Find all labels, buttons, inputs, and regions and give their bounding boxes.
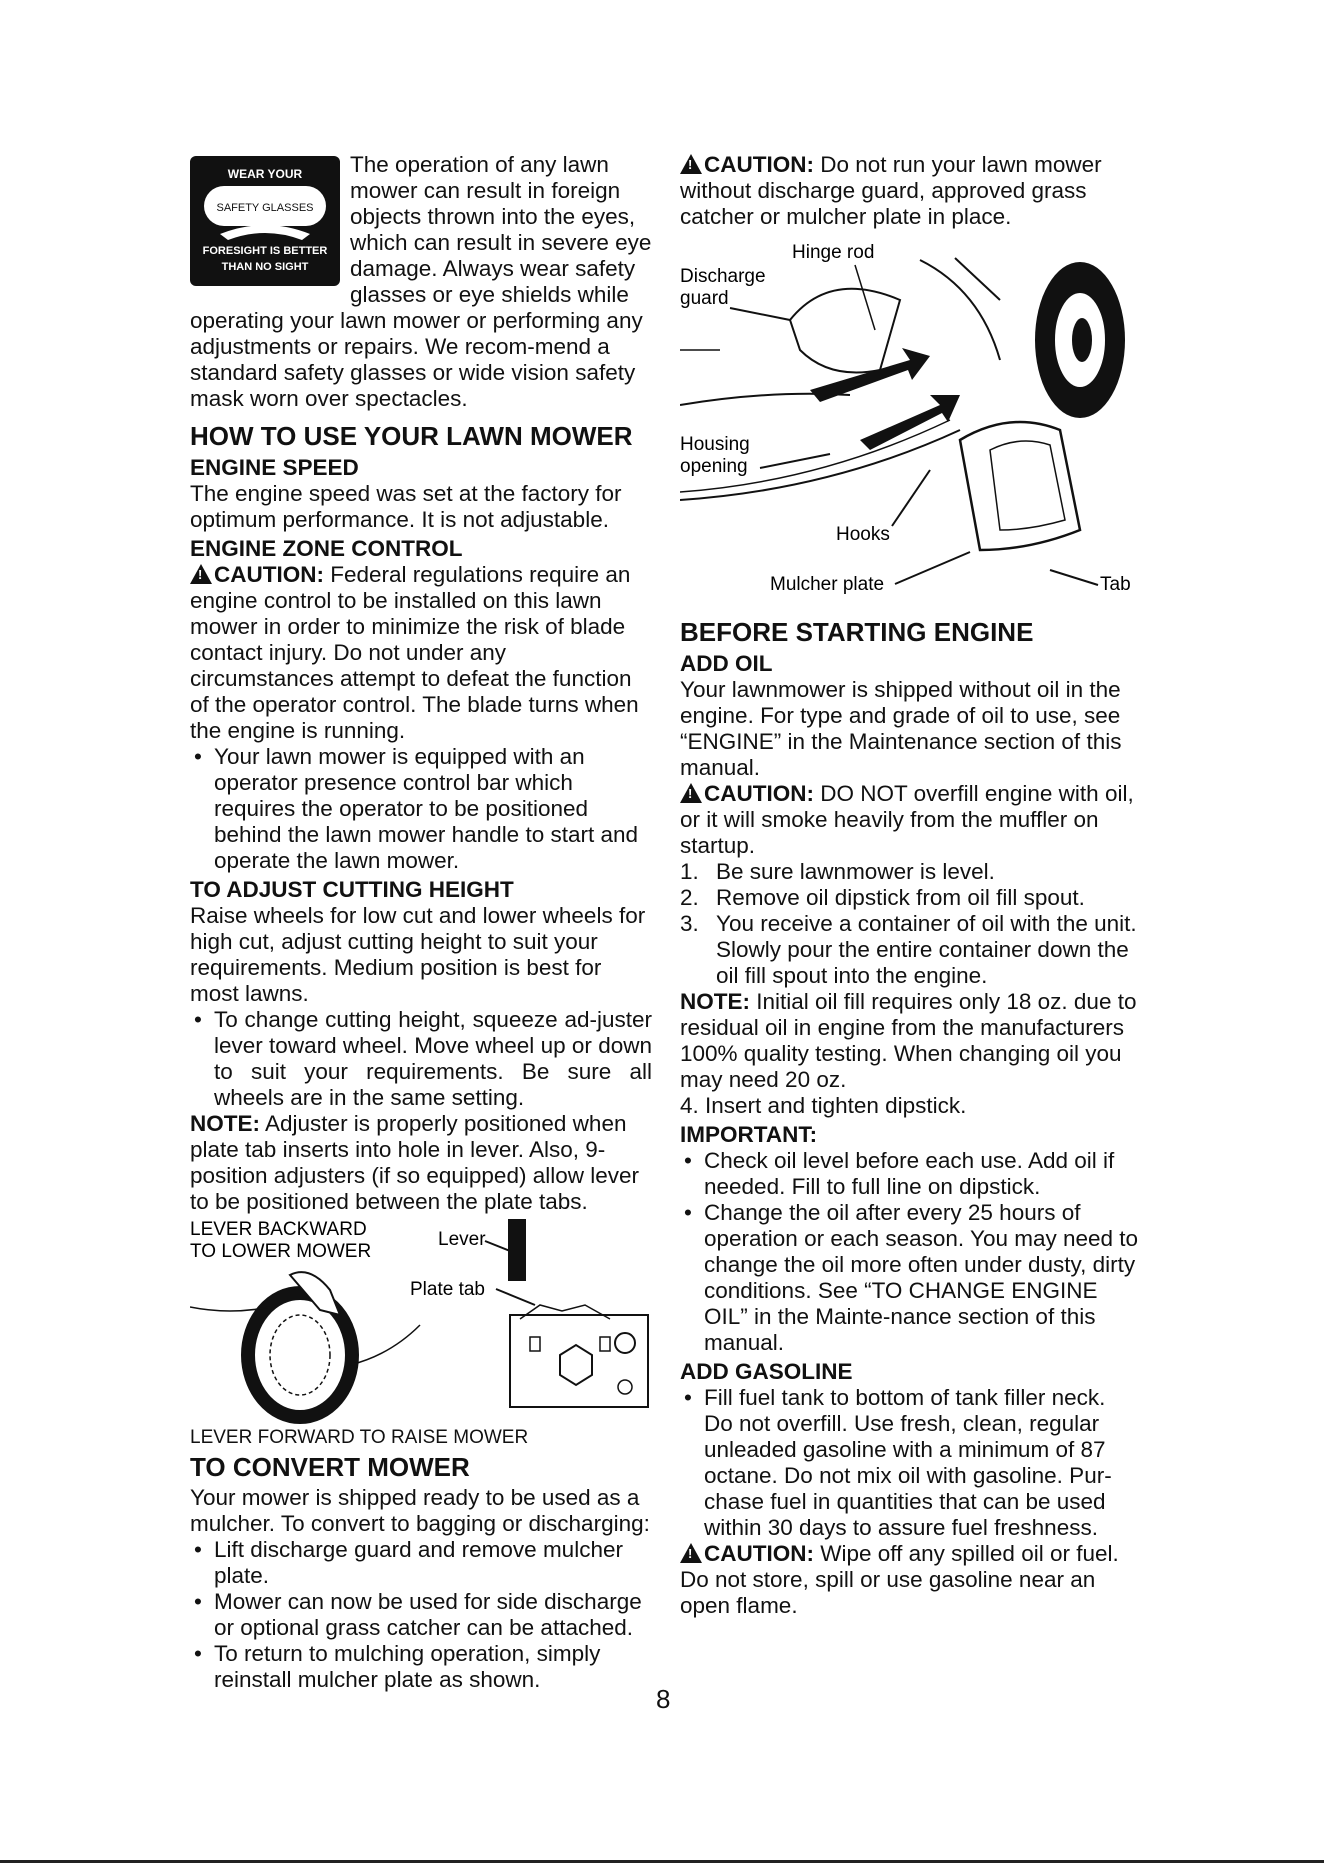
step-text: Insert and tighten dipstick. — [705, 1093, 967, 1118]
convert-bullet: • Lift discharge guard and remove mulcher plate. — [190, 1537, 652, 1589]
engine-zone-heading: ENGINE ZONE CONTROL — [190, 536, 463, 561]
badge-line2: SAFETY GLASSES — [216, 202, 314, 214]
add-oil-heading: ADD OIL — [680, 651, 773, 676]
oil-note — [680, 989, 1140, 1093]
left-column — [190, 152, 652, 1693]
note-label: NOTE: — [190, 1111, 260, 1136]
right-column — [680, 152, 1140, 1619]
gas-caution-label: CAUTION: — [704, 1541, 814, 1566]
bottom-rule — [0, 1860, 1324, 1863]
step-text: Be sure lawnmower is level. — [716, 859, 995, 884]
fig-guard: guard — [680, 288, 729, 309]
engine-speed-text: The engine speed was set at the factory for optimum performance. It is not adjustable. — [190, 481, 622, 532]
fig-hinge-rod: Hinge rod — [792, 242, 875, 263]
engine-speed-heading: ENGINE SPEED — [190, 455, 359, 480]
adjuster-note — [190, 1111, 652, 1215]
cutting-height-bullet: • To change cutting height, squeeze ad-juster lever toward wheel. Move wheel up or down to suit your requirements. Be sure all wheels are in the same setting. — [190, 1007, 652, 1111]
step-text: You receive a container of oil with the unit. Slowly pour the entire container down the oil fill spout into the engine. — [716, 911, 1137, 988]
important-bullet: • Change the oil after every 25 hours of operation or each season. You may need to change the oil more often under dusty, dirty conditions. See “TO CHANGE ENGINE OIL” in the Mainte-nance section of this manual. — [680, 1200, 1140, 1356]
fig-lever-forward: LEVER FORWARD TO RAISE MOWER — [190, 1427, 529, 1448]
fig-mulcher-plate: Mulcher plate — [770, 574, 885, 595]
badge-line1: WEAR YOUR — [227, 167, 303, 181]
fig-lever-label: Lever — [438, 1229, 486, 1250]
note-text: Adjuster is properly positioned when plate tab inserts into hole in lever. Also, 9-position adjusters (if so equipped) allow lever to be positioned between the plate tabs. — [190, 1111, 639, 1214]
cutting-height-heading: TO ADJUST CUTTING HEIGHT — [190, 877, 514, 902]
mulcher-plate-figure — [680, 230, 1140, 610]
top-caution-label: CAUTION: — [704, 152, 814, 177]
fig-to-lower: TO LOWER MOWER — [190, 1241, 372, 1262]
convert-mower-heading: TO CONVERT MOWER — [190, 1452, 470, 1482]
fig-housing: Housing — [680, 434, 750, 455]
fig-tab: Tab — [1100, 574, 1131, 595]
height-adjuster-figure — [190, 1215, 652, 1425]
convert-bullet: • Mower can now be used for side discharge or optional grass catcher can be attached. — [190, 1589, 652, 1641]
fig-lever-backward: LEVER BACKWARD — [190, 1219, 367, 1240]
badge-line3: FORESIGHT IS BETTER — [202, 245, 328, 257]
important-heading: IMPORTANT: — [680, 1122, 818, 1147]
note-label: NOTE: — [680, 989, 750, 1014]
gas-caution — [680, 1541, 1140, 1619]
fig-hooks: Hooks — [836, 524, 890, 545]
badge-line4: THAN NO SIGHT — [221, 261, 309, 273]
zone-caution — [190, 562, 652, 744]
step-number: 4. — [680, 1093, 699, 1118]
oil-caution-text: DO NOT overfill engine with oil, or it will smoke heavily from the muffler on startup. — [680, 781, 1134, 858]
oil-step — [680, 885, 1140, 911]
gasoline-bullet: • Fill fuel tank to bottom of tank filler neck. Do not overfill. Use fresh, clean, regular unleaded gasoline with a minimum of 87 octane. Do not mix oil with gasoline. Pur-chase fuel in quantities that can be used within 30 days to assure fuel freshness. — [680, 1385, 1140, 1541]
gas-caution-text: Wipe off any spilled oil or fuel. Do not store, spill or use gasoline near an open flame. — [680, 1541, 1119, 1618]
warning-icon — [190, 564, 212, 584]
fig-plate-tab-label: Plate tab — [410, 1279, 485, 1300]
discharge-caution — [680, 152, 1140, 230]
page-number: 8 — [656, 1684, 671, 1714]
convert-text: Your mower is shipped ready to be used as a mulcher. To convert to bagging or discharging: — [190, 1485, 650, 1536]
oil-caution-label: CAUTION: — [704, 781, 814, 806]
fig-discharge: Discharge — [680, 266, 766, 287]
step-number: 1. — [680, 859, 699, 884]
step-text: Remove oil dipstick from oil fill spout. — [716, 885, 1085, 910]
before-starting-heading: BEFORE STARTING ENGINE — [680, 617, 1034, 647]
oil-caution — [680, 781, 1140, 859]
add-gasoline-heading: ADD GASOLINE — [680, 1359, 853, 1384]
safety-intro: The operation of any lawn mower can result in foreign objects thrown into the eyes, which can result in severe eye damage. Always wear safety glasses or eye shields while operating your lawn mower or performing any adjustments or repairs. We recom-mend a standard safety glasses or wide vision safety mask worn over spectacles. — [190, 152, 652, 411]
step-number: 3. — [680, 911, 699, 936]
step-number: 2. — [680, 885, 699, 910]
how-to-use-heading: HOW TO USE YOUR LAWN MOWER — [190, 421, 633, 451]
warning-icon — [680, 783, 702, 803]
safety-glasses-badge — [190, 156, 340, 286]
oil-step — [680, 911, 1140, 989]
cutting-height-text: Raise wheels for low cut and lower wheels for high cut, adjust cutting height to suit your requirements. Medium position is best for most lawns. — [190, 903, 646, 1006]
zone-caution-text: Federal regulations require an engine control to be installed on this lawn mower in order to minimize the risk of blade contact injury. Do not under any circumstances attempt to defeat the function of the operator control. The blade turns when the engine is running. — [190, 562, 639, 743]
warning-icon — [680, 1543, 702, 1563]
important-bullet: • Check oil level before each use. Add oil if needed. Fill to full line on dipstick. — [680, 1148, 1140, 1200]
add-oil-text: Your lawnmower is shipped without oil in the engine. For type and grade of oil to use, see “ENGINE” in the Maintenance section of this manual. — [680, 677, 1122, 780]
convert-bullet: • To return to mulching operation, simply reinstall mulcher plate as shown. — [190, 1641, 652, 1693]
oil-step — [680, 859, 1140, 885]
top-caution-text: Do not run your lawn mower without discharge guard, approved grass catcher or mulcher plate in place. — [680, 152, 1102, 229]
warning-icon — [680, 154, 702, 174]
zone-bullet: • Your lawn mower is equipped with an operator presence control bar which requires the operator to be positioned behind the lawn mower handle to start and operate the lawn mower. — [190, 744, 652, 874]
fig-opening: opening — [680, 456, 748, 477]
oil-step — [680, 1093, 1140, 1119]
note-text: Initial oil fill requires only 18 oz. due to residual oil in engine from the manufacturers 100% quality testing. When changing oil you may need 20 oz. — [680, 989, 1137, 1092]
zone-caution-label: CAUTION: — [214, 562, 324, 587]
